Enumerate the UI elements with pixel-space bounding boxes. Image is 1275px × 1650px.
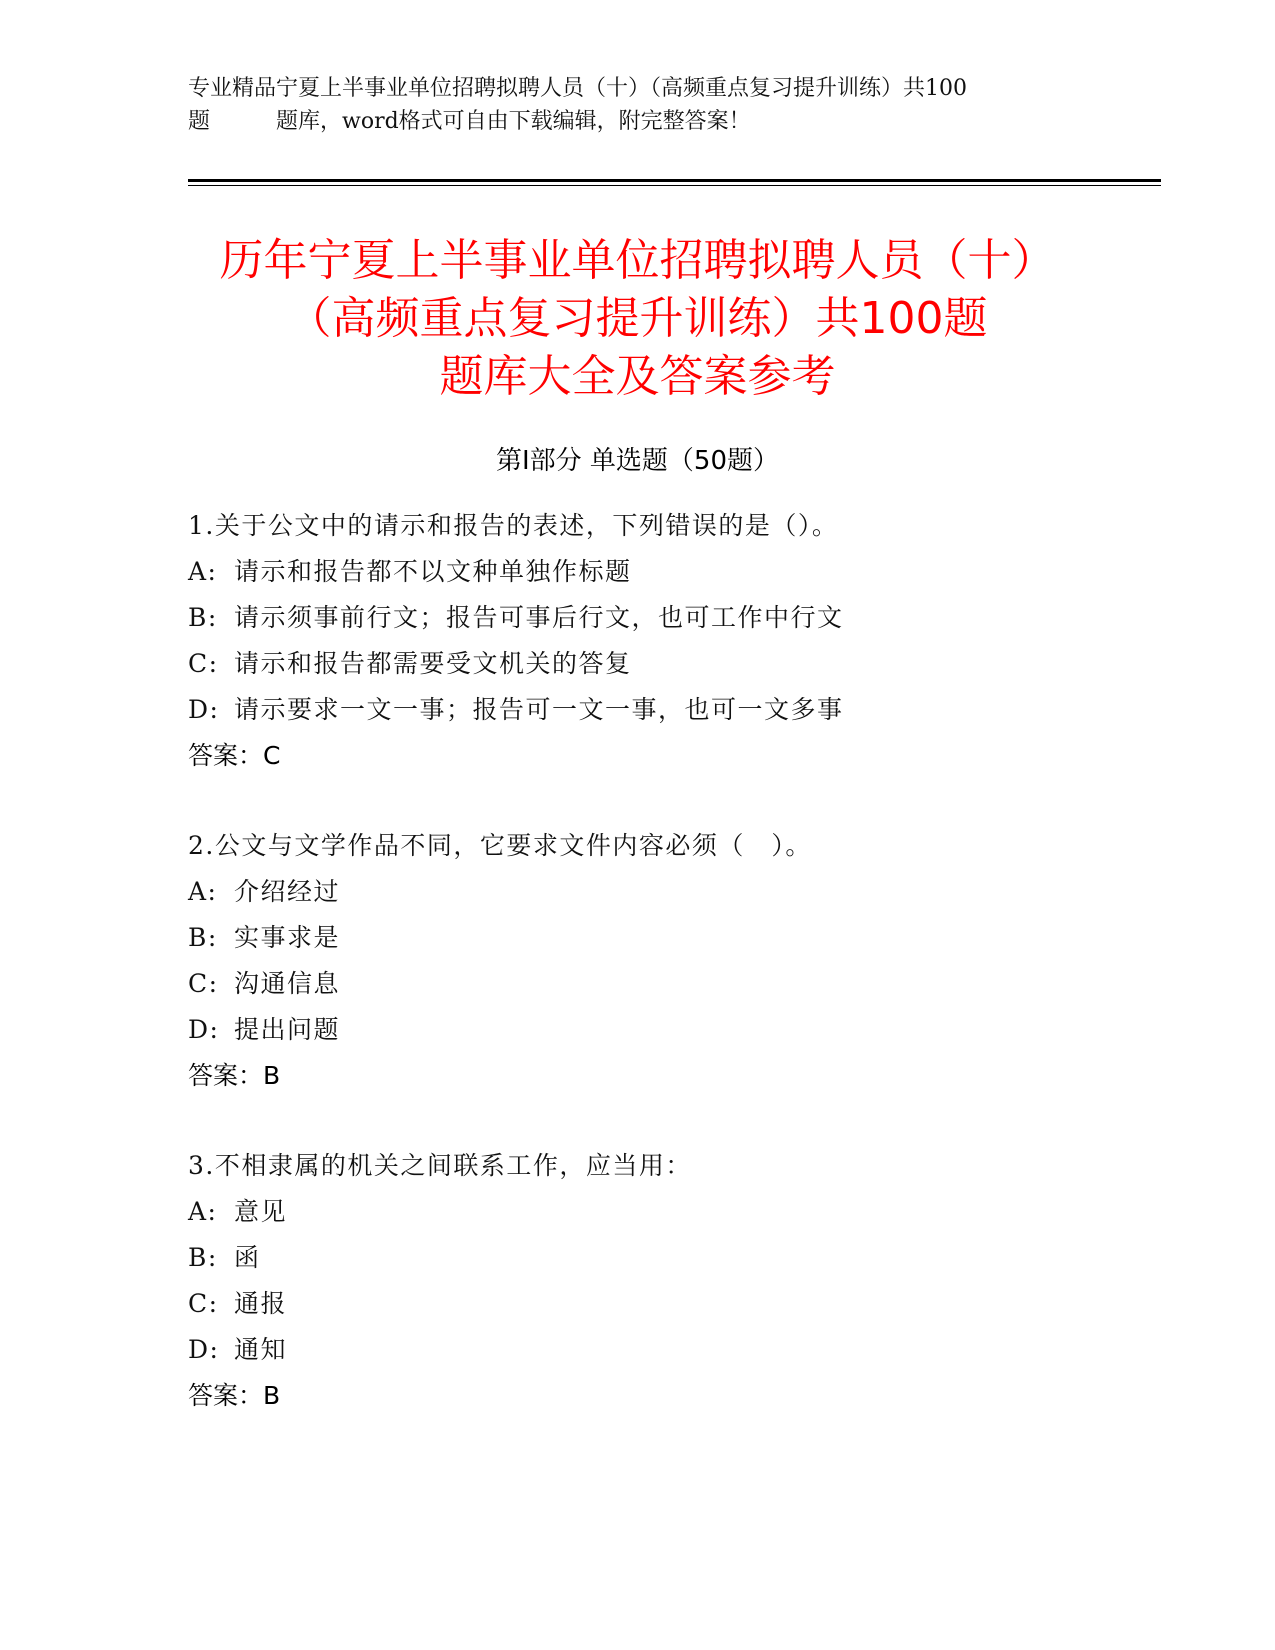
page-header xyxy=(188,72,1088,138)
question-stem: 1.关于公文中的请示和报告的表述，下列错误的是（）。 xyxy=(188,511,839,540)
section-title: 第Ⅰ部分 单选题（50题） xyxy=(495,446,780,476)
option-a xyxy=(188,549,1088,595)
option-letter: D: xyxy=(188,1335,220,1364)
option-d xyxy=(188,1007,1088,1053)
option-d xyxy=(188,1327,1088,1373)
option-letter: A: xyxy=(188,877,218,906)
answer-line: 答案：B xyxy=(188,1381,281,1410)
question-item xyxy=(188,503,1088,779)
option-text: 请示和报告都需要受文机关的答复 xyxy=(234,649,632,678)
title-line-3: 题库大全及答案参考 xyxy=(439,351,836,402)
option-a xyxy=(188,1189,1088,1235)
option-d xyxy=(188,687,1088,733)
answer-line: 答案：C xyxy=(188,741,281,770)
option-letter: B: xyxy=(188,603,218,632)
option-b xyxy=(188,1235,1088,1281)
option-letter: C: xyxy=(188,969,219,998)
answer-line: 答案：B xyxy=(188,1061,281,1090)
option-text: 提出问题 xyxy=(234,1015,341,1044)
document-title xyxy=(150,232,1125,406)
option-text: 通报 xyxy=(234,1289,288,1318)
header-line-2: 题 题库，word格式可自由下载编辑，附完整答案！ xyxy=(188,109,751,134)
title-line-1: 历年宁夏上半事业单位招聘拟聘人员（十） xyxy=(219,235,1056,286)
header-line-1: 专业精品宁夏上半事业单位招聘拟聘人员（十）（高频重点复习提升训练）共100 xyxy=(188,76,967,101)
option-c xyxy=(188,1281,1088,1327)
option-letter: D: xyxy=(188,1015,220,1044)
option-text: 介绍经过 xyxy=(234,877,341,906)
option-text: 意见 xyxy=(234,1197,288,1226)
header-divider-thick xyxy=(188,179,1161,182)
option-b xyxy=(188,915,1088,961)
option-letter: D: xyxy=(188,695,220,724)
title-line-2: （高频重点复习提升训练）共100题 xyxy=(287,293,988,344)
option-letter: A: xyxy=(188,1197,218,1226)
option-letter: C: xyxy=(188,649,219,678)
option-letter: B: xyxy=(188,923,218,952)
question-item xyxy=(188,1143,1088,1419)
option-letter: C: xyxy=(188,1289,219,1318)
option-text: 通知 xyxy=(234,1335,288,1364)
option-c xyxy=(188,961,1088,1007)
option-text: 实事求是 xyxy=(234,923,341,952)
option-b xyxy=(188,595,1088,641)
option-text: 请示须事前行文；报告可事后行文，也可工作中行文 xyxy=(234,603,844,632)
header-divider-thin xyxy=(188,185,1161,186)
option-letter: A: xyxy=(188,557,218,586)
option-text: 函 xyxy=(234,1243,261,1272)
option-text: 请示要求一文一事；报告可一文一事，也可一文多事 xyxy=(234,695,844,724)
question-stem: 2.公文与文学作品不同，它要求文件内容必须（ ）。 xyxy=(188,831,812,860)
option-a xyxy=(188,869,1088,915)
question-stem: 3.不相隶属的机关之间联系工作，应当用： xyxy=(188,1151,692,1180)
option-text: 沟通信息 xyxy=(234,969,341,998)
option-letter: B: xyxy=(188,1243,218,1272)
option-text: 请示和报告都不以文种单独作标题 xyxy=(234,557,632,586)
question-item xyxy=(188,823,1088,1099)
option-c xyxy=(188,641,1088,687)
